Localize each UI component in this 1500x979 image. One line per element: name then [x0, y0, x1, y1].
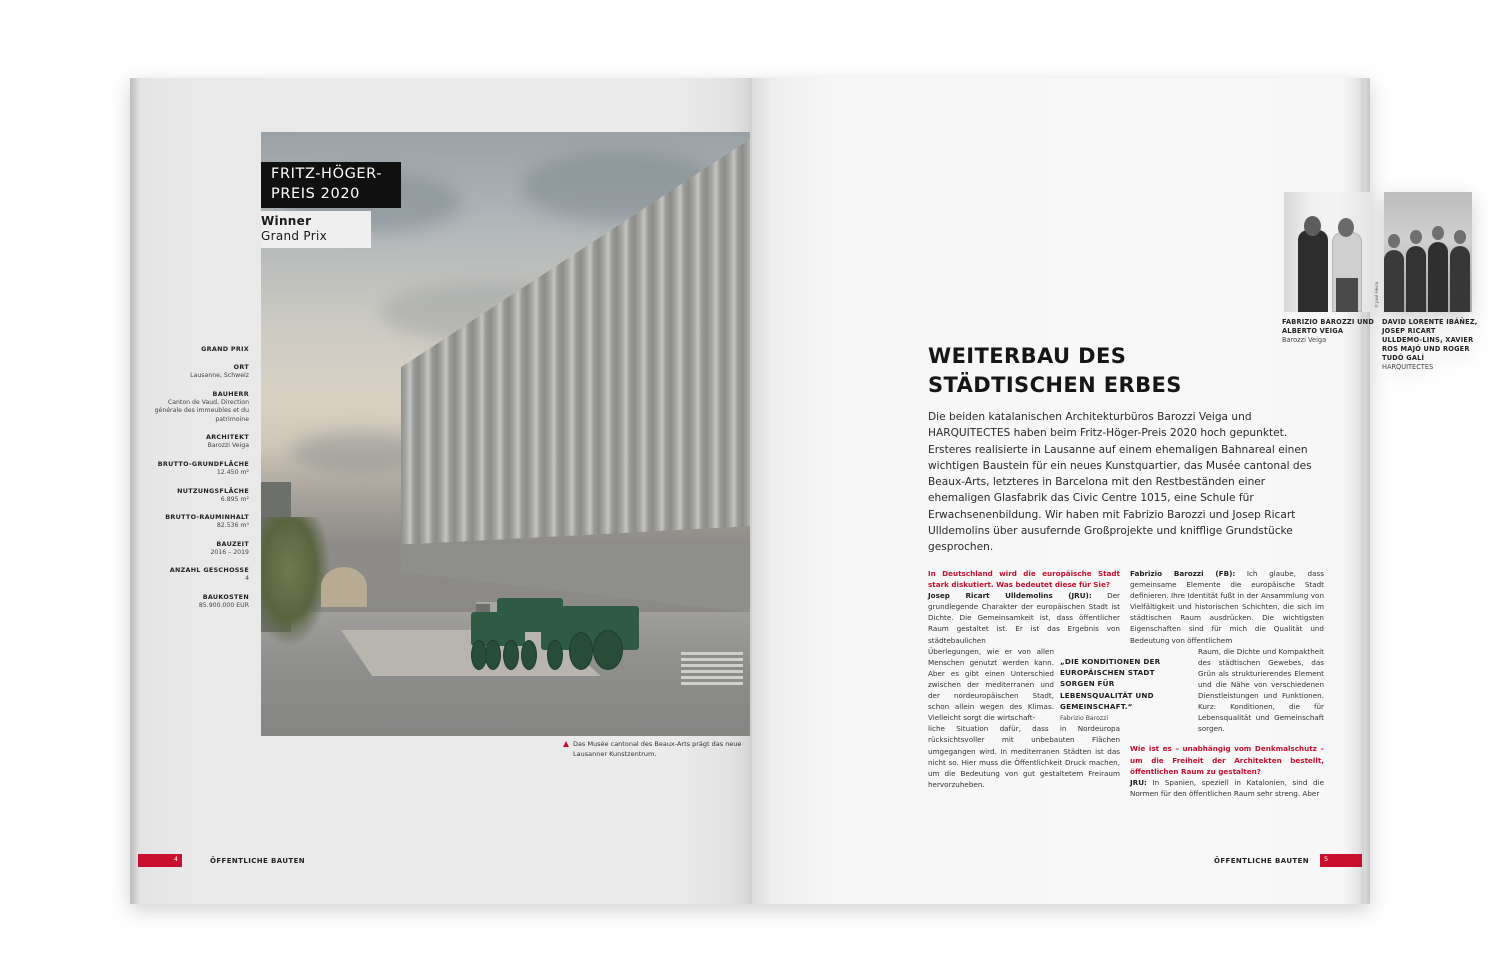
pull-quote-attribution: Fabrizio Barozzi [1060, 715, 1109, 723]
award-title-line1: FRITZ-HÖGER- [271, 166, 383, 182]
answer-text: Der grundlegende Charakter der europäischen Stadt ist Dichte. Die Gemeinsamkeit ist, dass öffentlicher Raum gestaltet ist. Er ist das Ergebnis von städtebaulichen [928, 591, 1120, 645]
interview-question: Wie ist es – unabhängig vom Denkmalschutz – um die Freiheit der Architekten bestellt, öffentlichen Raum zu gestalten? [1130, 744, 1324, 776]
portrait-caption-1: FABRIZIO BAROZZI UND ALBERTO VEIGA Barozzi Veiga [1282, 318, 1375, 344]
fact-construction-period: BAUZEIT 2016 – 2019 [210, 539, 249, 556]
winner-box [261, 211, 371, 248]
answer-text: Ich glaube, dass gemeinsame Elemente die europäische Stadt definieren. Ihre Identität fußt in der Ansammlung von Vielfältigkeit und historischen Schichten, die sich im städtischen Raum ausdrücken. Die wichtigsten Eigenschaften sind für mich die Qualität und Bedeutung von öffentlichem [1130, 569, 1324, 645]
fact-grand-prix: GRAND PRIX [201, 345, 249, 353]
answer-text-narrow: Raum, die Dichte und Kompaktheit des städtischen Gewebes, das Grün als strukturierendes Element und die Nähe von verschiedenen Dienstleistungen und Funktionen. Kurz: Konditionen, die für Lebensqualität und Gemeinschaft sorgen. [1198, 646, 1324, 734]
category-label: Grand Prix [261, 229, 328, 243]
fact-construction-cost: BAUKOSTEN 85.900.000 EUR [198, 592, 249, 609]
running-header: ÖFFENTLICHE BAUTEN [1214, 857, 1310, 865]
speaker-label: Fabrizio Barozzi (FB): [1130, 569, 1236, 578]
article-headline: WEITERBAU DES STÄDTISCHEN ERBES [928, 344, 1182, 397]
portrait-credit: © José Hevia [1374, 281, 1379, 308]
right-page [752, 78, 1478, 904]
page-number-tab [138, 854, 182, 867]
answer-text: In Spanien, speziell in Katalonien, sind die Normen für den öffentlichen Raum sehr streng. Aber [1130, 777, 1324, 798]
page-number: 5 [1324, 855, 1329, 863]
speaker-label: JRU: [1130, 777, 1147, 787]
portrait-caption-2: DAVID LORENTE IBÁÑEZ, JOSEP RICART ULLDEMO-LINS, XAVIER ROS MAJÓ UND ROGER TUDÓ GALÍ HARQUITECTES [1382, 318, 1478, 371]
award-box [261, 162, 401, 208]
fact-architect: ARCHITEKT Barozzi Veiga [205, 433, 249, 450]
answer-text-continued: liche Situation dafür, dass in Nordeuropa rücksichtsvoller mit unbebauten Flächen umgegangen wird. In mediterranen Städten ist das nicht so. Hier muss die Öffentlichkeit Druck machen, um die Bedeutung von gut gestaltetem Freiraum hervorzuheben. [928, 724, 1120, 789]
portrait-harquitectes [1384, 192, 1472, 312]
fact-gross-volume: BRUTTO-RAUMINHALT 82.536 m³ [165, 513, 249, 530]
interview-question: In Deutschland wird die europäische Stadt stark diskutiert. Was bedeutet diese für Sie? [928, 569, 1120, 590]
fact-gross-floor-area: BRUTTO-GRUNDFLÄCHE 12.450 m² [157, 459, 249, 476]
article-lede: Die beiden katalanischen Architekturbüros Barozzi Veiga und HARQUITECTES haben beim Fritz-Höger-Preis 2020 hoch gepunktet. Ersteres realisierte in Lausanne auf einem ehemaligen Bahnareal einen wichtigen Baustein für ein neues Kunstquartier, das Musée cantonal des Beaux-Arts, letzteres in Barcelona mit den Restbeständen einer ehemaligen Glasfabrik das Civic Centre 1015, eine Schule für Erwachsenenbildung. Wir haben mit Fabrizio Barozzi und Josep Ricart Ulldemolins über ausufernde Großprojekte und knifflige Grundstücke gesprochen. [928, 411, 1312, 554]
station-dome [321, 567, 367, 607]
portrait-barozzi-veiga [1284, 192, 1372, 312]
caption-triangle-icon [563, 741, 569, 747]
fact-usable-area: NUTZUNGSFLÄCHE 6.895 m² [177, 486, 249, 503]
answer-text-narrow: Überlegungen, wie er von allen Menschen genutzt werden kann. Aber es gibt einen Unterschied zwischen der mediterranen und der nordeuropäischen Stadt, schon allein wegen des Klimas. Vielleicht sorgt die wirtschaft- [928, 646, 1054, 723]
pull-quote-text: „DIE KONDITIONEN DER EUROPÄISCHEN STADT SORGEN FÜR LEBENSQUALITÄT UND GEMEINSCHAFT.“ [1060, 657, 1161, 711]
page-edge [130, 78, 136, 904]
speaker-label: Josep Ricart Ulldemolins (JRU): [928, 591, 1092, 601]
photo-caption: Das Musée cantonal des Beaux-Arts prägt das neue Lausanner Kunstzentrum. [573, 740, 742, 758]
winner-label: Winner [261, 214, 312, 228]
left-page [130, 78, 752, 904]
green-train-sculpture [471, 598, 641, 670]
article-column-2 [1130, 568, 1324, 799]
page-number-tab [1320, 854, 1362, 867]
project-facts [150, 345, 249, 620]
fact-floors: ANZAHL GESCHOSSE 4 [169, 566, 249, 583]
fact-location: ORT Lausanne, Schweiz [190, 363, 249, 379]
running-header: ÖFFENTLICHE BAUTEN [210, 857, 306, 865]
award-title-line2: PREIS 2020 [271, 186, 360, 202]
magazine-spread [130, 78, 1478, 904]
page-number: 4 [173, 855, 178, 863]
fact-client: BAUHERR Canton de Vaud, Direction générale des immeubles et du patrimoine [154, 389, 249, 423]
